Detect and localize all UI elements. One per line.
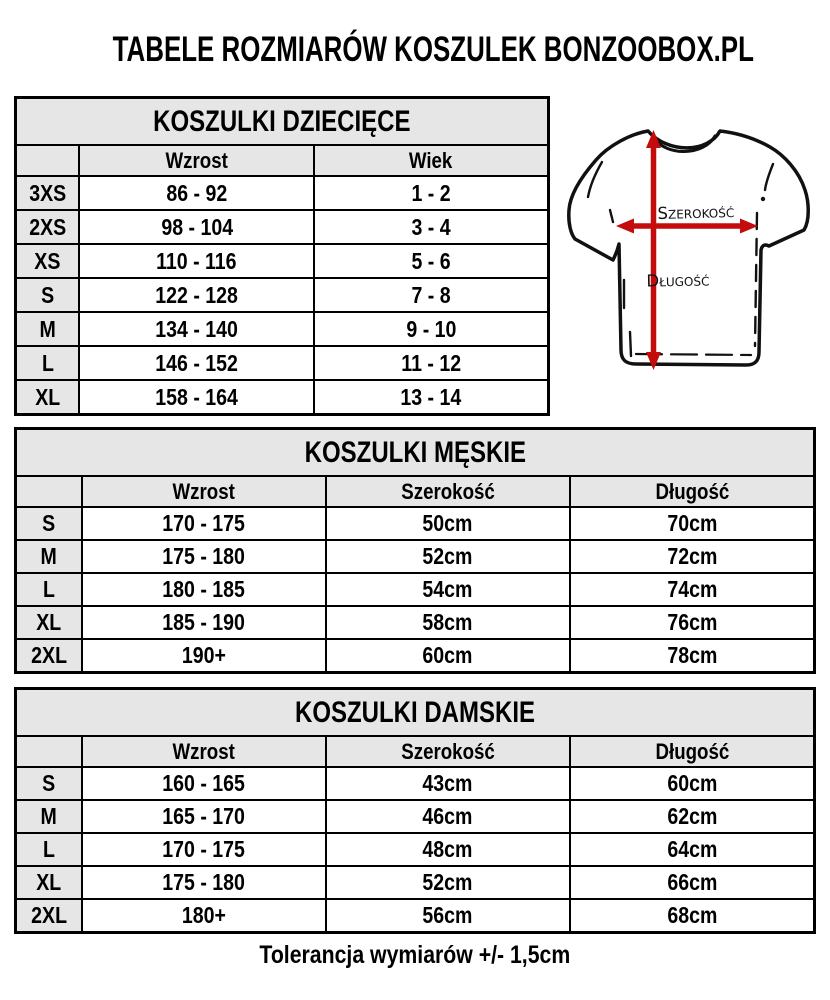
- column-header-text: Wiek: [409, 147, 453, 173]
- value-cell-text: 110 - 116: [156, 247, 237, 274]
- value-cell-text: 98 - 104: [160, 213, 233, 240]
- value-cell-text: 146 - 152: [155, 349, 239, 376]
- value-cell-text: 68cm: [666, 902, 717, 928]
- value-cell: [314, 346, 549, 380]
- size-cell-text: XL: [36, 609, 62, 635]
- size-cell: [16, 346, 80, 380]
- size-cell-text: 3XS: [29, 179, 67, 206]
- size-cell: [16, 606, 82, 639]
- value-cell: [82, 639, 326, 673]
- column-header-text: Szerokość: [400, 478, 495, 504]
- value-cell: [314, 380, 549, 415]
- value-cell: [570, 573, 815, 606]
- value-cell: [79, 380, 314, 415]
- table-row: [16, 346, 549, 380]
- value-cell: [314, 244, 549, 278]
- table-row: [16, 244, 549, 278]
- size-cell-text: XL: [36, 869, 62, 895]
- value-cell: [570, 800, 815, 833]
- value-cell-text: 11 - 12: [401, 349, 461, 376]
- size-cell: [16, 210, 80, 244]
- value-cell: [314, 278, 549, 312]
- value-cell: [326, 507, 570, 540]
- value-cell-text: 52cm: [422, 543, 473, 569]
- column-header: [314, 145, 549, 176]
- table-title-text: KOSZULKI DAMSKIE: [295, 695, 535, 729]
- value-cell-text: 1 - 2: [411, 179, 451, 206]
- column-header: [570, 476, 815, 507]
- value-cell-text: 66cm: [666, 869, 717, 895]
- size-cell-text: 2XL: [30, 642, 67, 668]
- value-cell-text: 165 - 170: [162, 803, 245, 829]
- value-cell-text: 72cm: [666, 543, 717, 569]
- value-cell-text: 160 - 165: [162, 770, 245, 796]
- size-cell: [16, 800, 82, 833]
- table-row: [16, 606, 815, 639]
- size-cell-text: L: [41, 349, 54, 376]
- column-header: [16, 476, 82, 507]
- page-title-text: TABELE ROZMIARÓW KOSZULEK BONZOOBOX.PL: [112, 30, 754, 69]
- size-cell: [16, 244, 80, 278]
- value-cell-text: 185 - 190: [162, 609, 245, 635]
- value-cell: [314, 312, 549, 346]
- column-header-text: Długość: [655, 478, 729, 504]
- size-cell: [16, 278, 80, 312]
- table-title-text: KOSZULKI MĘSKIE: [304, 435, 526, 469]
- value-cell-text: 7 - 8: [411, 281, 451, 308]
- sketch-dot: [761, 197, 765, 201]
- size-cell: [16, 540, 82, 573]
- tshirt-illustration: [558, 98, 830, 400]
- value-cell: [82, 833, 326, 866]
- value-cell-text: 48cm: [422, 836, 473, 862]
- table-row: [16, 507, 815, 540]
- table-title: [16, 689, 815, 737]
- page-title: [0, 30, 830, 70]
- table-row: [16, 639, 815, 673]
- value-cell-text: 190+: [181, 642, 226, 668]
- table-row: [16, 833, 815, 866]
- size-cell: [16, 833, 82, 866]
- column-header-text: Długość: [655, 738, 729, 764]
- value-cell: [570, 767, 815, 800]
- value-cell-text: 13 - 14: [400, 383, 462, 410]
- children-sizes-table: [14, 96, 550, 416]
- value-cell-text: 76cm: [666, 609, 717, 635]
- value-cell: [570, 606, 815, 639]
- bottom-left-inner-line: [630, 332, 631, 356]
- value-cell-text: 74cm: [666, 576, 717, 602]
- value-cell-text: 54cm: [422, 576, 473, 602]
- value-cell-text: 180 - 185: [162, 576, 245, 602]
- header-row: [16, 145, 549, 176]
- value-cell-text: 122 - 128: [155, 281, 239, 308]
- size-cell-text: L: [42, 576, 55, 602]
- size-cell-text: 2XS: [29, 213, 67, 240]
- header-row: [16, 476, 815, 507]
- column-header: [82, 736, 326, 767]
- table-row: [16, 278, 549, 312]
- value-cell-text: 60cm: [666, 770, 717, 796]
- length-label: Długość: [646, 270, 710, 291]
- size-cell-text: S: [41, 281, 55, 308]
- column-header-text: Szerokość: [400, 738, 495, 764]
- value-cell-text: 64cm: [666, 836, 717, 862]
- table-row: [16, 176, 549, 210]
- table-row: [16, 899, 815, 933]
- value-cell: [82, 899, 326, 933]
- value-cell: [79, 278, 314, 312]
- size-cell: [16, 176, 80, 210]
- size-cell-text: S: [42, 770, 56, 796]
- size-cell-text: M: [40, 543, 58, 569]
- size-cell: [16, 573, 82, 606]
- column-header: [79, 145, 314, 176]
- header-row: [16, 736, 815, 767]
- value-cell: [570, 540, 815, 573]
- table-title-text: KOSZULKI DZIECIĘCE: [153, 104, 411, 138]
- value-cell: [326, 866, 570, 899]
- value-cell-text: 43cm: [422, 770, 473, 796]
- value-cell-text: 3 - 4: [411, 213, 451, 240]
- size-cell: [16, 866, 82, 899]
- value-cell: [82, 573, 326, 606]
- size-cell-text: S: [42, 510, 56, 536]
- column-header-text: Wzrost: [165, 147, 228, 173]
- table-row: [16, 210, 549, 244]
- value-cell: [314, 210, 549, 244]
- value-cell-text: 170 - 175: [162, 836, 245, 862]
- size-cell-text: M: [39, 315, 56, 342]
- size-cell-text: XS: [34, 247, 61, 274]
- column-header: [326, 476, 570, 507]
- table-row: [16, 767, 815, 800]
- value-cell: [79, 244, 314, 278]
- value-cell-text: 50cm: [422, 510, 473, 536]
- value-cell: [79, 346, 314, 380]
- value-cell-text: 175 - 180: [162, 543, 245, 569]
- value-cell: [82, 767, 326, 800]
- value-cell: [82, 606, 326, 639]
- value-cell: [326, 899, 570, 933]
- column-header: [570, 736, 815, 767]
- size-cell: [16, 312, 80, 346]
- tolerance-note: [0, 941, 830, 970]
- value-cell: [82, 866, 326, 899]
- mens-sizes-table: [14, 427, 816, 674]
- value-cell-text: 78cm: [666, 642, 717, 668]
- value-cell-text: 62cm: [666, 803, 717, 829]
- size-cell-text: L: [42, 836, 55, 862]
- size-cell: [16, 507, 82, 540]
- size-cell: [16, 380, 80, 415]
- value-cell-text: 58cm: [422, 609, 473, 635]
- size-cell-text: M: [40, 803, 58, 829]
- table-row: [16, 800, 815, 833]
- value-cell-text: 5 - 6: [411, 247, 451, 274]
- value-cell-text: 56cm: [422, 902, 473, 928]
- tolerance-note-text: Tolerancja wymiarów +/- 1,5cm: [259, 941, 571, 969]
- size-cell: [16, 899, 82, 933]
- value-cell: [326, 800, 570, 833]
- value-cell: [326, 540, 570, 573]
- value-cell: [326, 606, 570, 639]
- value-cell-text: 170 - 175: [162, 510, 245, 536]
- value-cell: [79, 176, 314, 210]
- column-header-text: Wzrost: [172, 738, 235, 764]
- size-cell-text: 2XL: [30, 902, 67, 928]
- value-cell: [82, 540, 326, 573]
- value-cell: [79, 312, 314, 346]
- value-cell: [79, 210, 314, 244]
- table-title: [16, 429, 815, 477]
- column-header: [16, 736, 82, 767]
- table-row: [16, 866, 815, 899]
- column-header: [326, 736, 570, 767]
- value-cell: [82, 800, 326, 833]
- size-cell: [16, 639, 82, 673]
- value-cell-text: 9 - 10: [405, 315, 456, 342]
- tshirt-measurement-diagram: [558, 98, 830, 400]
- value-cell-text: 175 - 180: [162, 869, 245, 895]
- value-cell: [326, 833, 570, 866]
- value-cell: [570, 639, 815, 673]
- value-cell: [570, 899, 815, 933]
- table-row: [16, 540, 815, 573]
- table-row: [16, 573, 815, 606]
- size-cell: [16, 767, 82, 800]
- womens-sizes-table: [14, 687, 816, 934]
- table-row: [16, 380, 549, 415]
- value-cell: [570, 507, 815, 540]
- value-cell-text: 52cm: [422, 869, 473, 895]
- value-cell: [326, 573, 570, 606]
- table-row: [16, 312, 549, 346]
- value-cell: [314, 176, 549, 210]
- value-cell-text: 46cm: [422, 803, 473, 829]
- column-header: [82, 476, 326, 507]
- value-cell: [326, 767, 570, 800]
- value-cell-text: 158 - 164: [155, 383, 239, 410]
- value-cell: [326, 639, 570, 673]
- value-cell-text: 180+: [181, 902, 226, 928]
- column-header: [16, 145, 80, 176]
- value-cell-text: 60cm: [422, 642, 473, 668]
- size-cell-text: XL: [35, 383, 61, 410]
- column-header-text: Wzrost: [172, 478, 235, 504]
- width-label: Szerokość: [657, 202, 735, 224]
- value-cell-text: 70cm: [666, 510, 717, 536]
- value-cell: [570, 833, 815, 866]
- value-cell: [570, 866, 815, 899]
- value-cell-text: 86 - 92: [166, 179, 228, 206]
- table-title: [16, 98, 549, 146]
- value-cell-text: 134 - 140: [155, 315, 239, 342]
- value-cell: [82, 507, 326, 540]
